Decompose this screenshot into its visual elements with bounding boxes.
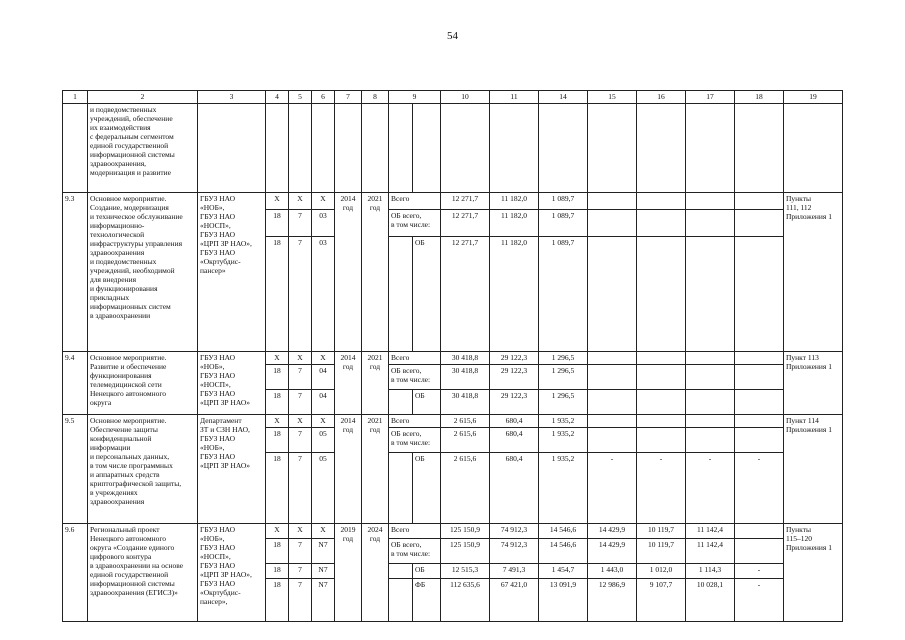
funding-amount: 13 091,9 xyxy=(539,579,588,622)
funding-label xyxy=(389,564,413,579)
column-header: 5 xyxy=(289,91,312,104)
table-cell xyxy=(441,104,490,193)
program-measures-table xyxy=(62,90,843,622)
funding-amount xyxy=(637,365,686,390)
funding-amount: 1 935,2 xyxy=(539,415,588,428)
table-cell xyxy=(588,104,637,193)
measure-description: Основное мероприятие. Обеспечение защиты конфиденциальной информации и персональных данных, в том числе программных и аппаратных средств криптографической защиты, в учреждениях здравоохранения xyxy=(88,415,198,524)
budget-code-cell: Х xyxy=(266,193,289,210)
budget-code-cell: 05 xyxy=(312,453,335,524)
funding-label xyxy=(389,453,413,524)
funding-amount xyxy=(686,193,735,210)
funding-amount: 680,4 xyxy=(490,453,539,524)
table-body xyxy=(63,91,843,622)
funding-amount: - xyxy=(735,579,784,622)
measure-description: Региональный проект Ненецкого автономного округа «Создание единого цифрового контура в здравоохранении на основе единой государственной информационной системы здравоохранения (ЕГИСЗ)» xyxy=(88,524,198,622)
funding-amount: 1 296,5 xyxy=(539,390,588,415)
column-header: 8 xyxy=(362,91,389,104)
column-header: 16 xyxy=(637,91,686,104)
table-cell xyxy=(490,104,539,193)
funding-amount: 14 429,9 xyxy=(588,539,637,564)
funding-label xyxy=(389,579,413,622)
budget-code-cell: Х xyxy=(266,524,289,539)
funding-amount: 30 418,8 xyxy=(441,390,490,415)
table-cell xyxy=(637,104,686,193)
funding-amount: 1 012,0 xyxy=(637,564,686,579)
funding-amount: 29 122,3 xyxy=(490,365,539,390)
funding-amount: 7 491,3 xyxy=(490,564,539,579)
table-cell xyxy=(289,104,312,193)
responsible-executor: ГБУЗ НАО «НОБ», ГБУЗ НАО «НОСП», ГБУЗ НАО «ЦРП ЗР НАО», ГБУЗ НАО «Окртубдис- пансер», xyxy=(198,524,266,622)
funding-label xyxy=(389,237,413,352)
funding-amount xyxy=(637,210,686,237)
year-start: 2014 год xyxy=(335,193,362,352)
funding-amount: - xyxy=(686,453,735,524)
budget-code-cell: N7 xyxy=(312,539,335,564)
budget-code-cell: 7 xyxy=(289,237,312,352)
funding-amount: 2 615,6 xyxy=(441,453,490,524)
funding-amount xyxy=(735,524,784,539)
column-header: 15 xyxy=(588,91,637,104)
funding-amount: - xyxy=(735,453,784,524)
funding-amount: 680,4 xyxy=(490,428,539,453)
funding-amount: 680,4 xyxy=(490,415,539,428)
funding-amount: - xyxy=(588,453,637,524)
budget-code-cell: 18 xyxy=(266,237,289,352)
measure-number: 9.6 xyxy=(63,524,88,622)
funding-amount xyxy=(588,210,637,237)
year-start: 2014 год xyxy=(335,415,362,524)
table-cell xyxy=(63,104,88,193)
budget-code-cell: N7 xyxy=(312,564,335,579)
funding-label: ОБ всего, в том числе: xyxy=(389,539,441,564)
column-header: 2 xyxy=(88,91,198,104)
budget-code-cell: 18 xyxy=(266,390,289,415)
budget-code-cell: 18 xyxy=(266,365,289,390)
funding-amount xyxy=(637,415,686,428)
column-header: 4 xyxy=(266,91,289,104)
budget-code-cell: 7 xyxy=(289,210,312,237)
table-cell xyxy=(389,104,413,193)
table-cell xyxy=(335,104,362,193)
funding-amount: 1 296,5 xyxy=(539,352,588,365)
funding-amount xyxy=(735,365,784,390)
funding-amount xyxy=(686,428,735,453)
funding-amount xyxy=(686,415,735,428)
column-header: 10 xyxy=(441,91,490,104)
funding-amount: 11 182,0 xyxy=(490,237,539,352)
funding-source: ОБ xyxy=(413,453,441,524)
budget-code-cell: 7 xyxy=(289,428,312,453)
funding-amount xyxy=(588,365,637,390)
funding-source: ОБ xyxy=(413,390,441,415)
funding-amount: 12 271,7 xyxy=(441,193,490,210)
funding-amount: 11 182,0 xyxy=(490,193,539,210)
table-cell xyxy=(362,104,389,193)
funding-amount xyxy=(588,415,637,428)
year-start: 2019 год xyxy=(335,524,362,622)
funding-amount: 9 107,7 xyxy=(637,579,686,622)
funding-amount xyxy=(686,237,735,352)
funding-amount xyxy=(588,352,637,365)
funding-amount: 74 912,3 xyxy=(490,539,539,564)
funding-amount: 29 122,3 xyxy=(490,390,539,415)
table-cell xyxy=(686,104,735,193)
budget-code-cell: 04 xyxy=(312,365,335,390)
budget-code-cell: Х xyxy=(312,415,335,428)
funding-amount xyxy=(686,210,735,237)
table-cell xyxy=(198,104,266,193)
funding-label: ОБ всего, в том числе: xyxy=(389,210,441,237)
funding-amount: 11 142,4 xyxy=(686,539,735,564)
budget-code-cell: Х xyxy=(289,524,312,539)
funding-amount xyxy=(637,428,686,453)
measure-description: и подведомственных учреждений, обеспечение их взаимодействия с федеральным сегментом единой государственной информационной системы здравоохранения, модернизация и развитие xyxy=(88,104,198,193)
funding-amount: 1 454,7 xyxy=(539,564,588,579)
budget-code-cell: 03 xyxy=(312,237,335,352)
budget-code-cell: Х xyxy=(266,415,289,428)
budget-code-cell: 18 xyxy=(266,453,289,524)
measure-number: 9.5 xyxy=(63,415,88,524)
column-header: 14 xyxy=(539,91,588,104)
reference-note: Пункты 115–120 Приложения 1 xyxy=(784,524,843,622)
funding-amount: 67 421,0 xyxy=(490,579,539,622)
funding-amount: 12 986,9 xyxy=(588,579,637,622)
funding-amount xyxy=(735,210,784,237)
table-row xyxy=(63,524,843,539)
funding-amount xyxy=(735,352,784,365)
funding-label: Всего xyxy=(389,524,441,539)
budget-code-cell: 05 xyxy=(312,428,335,453)
funding-amount xyxy=(637,237,686,352)
funding-label xyxy=(389,390,413,415)
funding-amount: 12 271,7 xyxy=(441,210,490,237)
budget-code-cell: 7 xyxy=(289,453,312,524)
budget-code-cell: 7 xyxy=(289,390,312,415)
column-header: 6 xyxy=(312,91,335,104)
funding-amount: 1 114,3 xyxy=(686,564,735,579)
column-header: 3 xyxy=(198,91,266,104)
funding-amount xyxy=(735,390,784,415)
funding-amount: 1 935,2 xyxy=(539,428,588,453)
table-row xyxy=(63,352,843,365)
budget-code-cell: 18 xyxy=(266,564,289,579)
funding-source: ФБ xyxy=(413,579,441,622)
funding-amount xyxy=(588,237,637,352)
reference-note: Пункты 111, 112 Приложения 1 xyxy=(784,193,843,352)
column-header: 19 xyxy=(784,91,843,104)
funding-amount xyxy=(637,193,686,210)
funding-amount: 12 515,3 xyxy=(441,564,490,579)
table-cell xyxy=(413,104,441,193)
funding-amount: 14 429,9 xyxy=(588,524,637,539)
funding-label: ОБ всего, в том числе: xyxy=(389,365,441,390)
table-row xyxy=(63,104,843,193)
budget-code-cell: 7 xyxy=(289,564,312,579)
budget-code-cell: Х xyxy=(289,193,312,210)
column-header: 17 xyxy=(686,91,735,104)
funding-amount: 2 615,6 xyxy=(441,428,490,453)
funding-amount: 125 150,9 xyxy=(441,539,490,564)
funding-amount xyxy=(588,193,637,210)
funding-amount: 2 615,6 xyxy=(441,415,490,428)
budget-code-cell: Х xyxy=(312,524,335,539)
table-cell xyxy=(539,104,588,193)
funding-amount: 1 296,5 xyxy=(539,365,588,390)
funding-amount xyxy=(735,193,784,210)
year-end: 2021 год xyxy=(362,193,389,352)
column-header: 9 xyxy=(389,91,441,104)
funding-amount xyxy=(735,237,784,352)
funding-amount: 10 119,7 xyxy=(637,524,686,539)
funding-amount: 10 119,7 xyxy=(637,539,686,564)
budget-code-cell: 7 xyxy=(289,579,312,622)
funding-amount: 1 089,7 xyxy=(539,210,588,237)
funding-amount xyxy=(686,352,735,365)
year-end: 2021 год xyxy=(362,415,389,524)
funding-source: ОБ xyxy=(413,237,441,352)
budget-code-cell: 03 xyxy=(312,210,335,237)
responsible-executor: ГБУЗ НАО «НОБ», ГБУЗ НАО «НОСП», ГБУЗ НАО «ЦРП ЗР НАО», ГБУЗ НАО «Окртубдис- пансер» xyxy=(198,193,266,352)
budget-code-cell: 7 xyxy=(289,539,312,564)
measure-description: Основное мероприятие. Развитие и обеспечение функционирования телемедицинской сети Ненецкого автономного округа xyxy=(88,352,198,415)
funding-amount xyxy=(686,365,735,390)
year-end: 2021 год xyxy=(362,352,389,415)
budget-code-cell: 18 xyxy=(266,539,289,564)
responsible-executor: Департамент ЗТ и СЗН НАО, ГБУЗ НАО «НОБ», ГБУЗ НАО «ЦРП ЗР НАО» xyxy=(198,415,266,524)
budget-code-cell: Х xyxy=(289,352,312,365)
funding-amount: 11 182,0 xyxy=(490,210,539,237)
funding-amount: 1 935,2 xyxy=(539,453,588,524)
funding-amount: - xyxy=(637,453,686,524)
header-row xyxy=(63,91,843,104)
funding-source: ОБ xyxy=(413,564,441,579)
budget-code-cell: Х xyxy=(266,352,289,365)
column-header: 7 xyxy=(335,91,362,104)
funding-amount: 74 912,3 xyxy=(490,524,539,539)
funding-amount xyxy=(588,390,637,415)
column-header: 18 xyxy=(735,91,784,104)
funding-label: Всего xyxy=(389,352,441,365)
funding-amount xyxy=(637,352,686,365)
table-cell xyxy=(312,104,335,193)
budget-code-cell: 04 xyxy=(312,390,335,415)
funding-amount: 1 443,0 xyxy=(588,564,637,579)
funding-amount: 112 635,6 xyxy=(441,579,490,622)
table-cell xyxy=(266,104,289,193)
responsible-executor: ГБУЗ НАО «НОБ», ГБУЗ НАО «НОСП», ГБУЗ НАО «ЦРП ЗР НАО» xyxy=(198,352,266,415)
measure-description: Основное мероприятие. Создание, модернизация и техническое обслуживание информационно- технологической инфраструктуры управления здравоохранения и подведомственных учреждений, необходимой для внедрения и функционирования прикладных информационных систем в здравоохранении xyxy=(88,193,198,352)
funding-label: Всего xyxy=(389,193,441,210)
budget-code-cell: 7 xyxy=(289,365,312,390)
funding-amount: 30 418,8 xyxy=(441,352,490,365)
budget-code-cell: Х xyxy=(312,193,335,210)
funding-amount: 14 546,6 xyxy=(539,524,588,539)
funding-amount: 125 150,9 xyxy=(441,524,490,539)
year-start: 2014 год xyxy=(335,352,362,415)
budget-code-cell: Х xyxy=(289,415,312,428)
column-header: 11 xyxy=(490,91,539,104)
funding-amount: 29 122,3 xyxy=(490,352,539,365)
budget-code-cell: 18 xyxy=(266,428,289,453)
budget-code-cell: N7 xyxy=(312,579,335,622)
year-end: 2024 год xyxy=(362,524,389,622)
funding-amount: 1 089,7 xyxy=(539,237,588,352)
funding-label: Всего xyxy=(389,415,441,428)
funding-amount: 10 028,1 xyxy=(686,579,735,622)
budget-code-cell: 18 xyxy=(266,579,289,622)
funding-amount xyxy=(686,390,735,415)
measure-number: 9.3 xyxy=(63,193,88,352)
measure-number: 9.4 xyxy=(63,352,88,415)
reference-note: Пункт 114 Приложения 1 xyxy=(784,415,843,524)
budget-code-cell: Х xyxy=(312,352,335,365)
funding-amount: 30 418,8 xyxy=(441,365,490,390)
column-header: 1 xyxy=(63,91,88,104)
budget-code-cell: 18 xyxy=(266,210,289,237)
funding-amount xyxy=(588,428,637,453)
table-cell xyxy=(784,104,843,193)
reference-note: Пункт 113 Приложения 1 xyxy=(784,352,843,415)
funding-amount: 12 271,7 xyxy=(441,237,490,352)
funding-amount xyxy=(735,415,784,428)
funding-amount xyxy=(735,428,784,453)
table-cell xyxy=(735,104,784,193)
page-number: 54 xyxy=(447,30,458,42)
funding-amount xyxy=(735,539,784,564)
funding-amount: - xyxy=(735,564,784,579)
funding-amount: 1 089,7 xyxy=(539,193,588,210)
table-row xyxy=(63,193,843,210)
funding-amount: 14 546,6 xyxy=(539,539,588,564)
funding-label: ОБ всего, в том числе: xyxy=(389,428,441,453)
funding-amount xyxy=(637,390,686,415)
table-row xyxy=(63,415,843,428)
funding-amount: 11 142,4 xyxy=(686,524,735,539)
